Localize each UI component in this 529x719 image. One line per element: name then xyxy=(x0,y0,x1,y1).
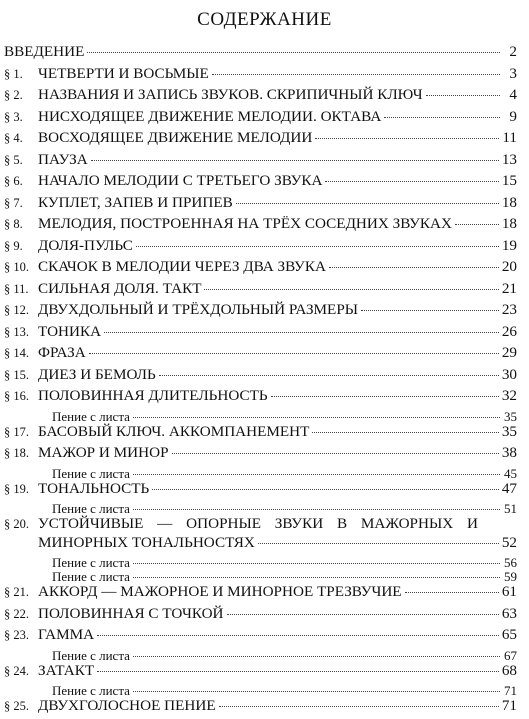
page-number: 35 xyxy=(501,422,517,440)
entry-title: ПАУЗА xyxy=(38,150,88,168)
dot-leader xyxy=(227,613,499,615)
toc-entry xyxy=(0,237,529,259)
section-number: § 17. xyxy=(4,424,29,439)
page-number: 56 xyxy=(504,555,517,570)
toc-entry xyxy=(0,108,529,130)
entry-title: УСТОЙЧИВЫЕ — ОПОРНЫЕ ЗВУКИ В МАЖОРНЫХ И xyxy=(38,515,478,532)
entry-title: БАСОВЫЙ КЛЮЧ. АККОМПАНЕМЕНТ xyxy=(38,422,310,440)
dot-leader xyxy=(152,488,499,490)
section-number: § 3. xyxy=(4,109,23,124)
dot-leader xyxy=(236,202,499,204)
section-number: § 14. xyxy=(4,346,29,360)
page-number: 19 xyxy=(501,236,517,254)
page-number: 71 xyxy=(501,697,517,714)
entry-title: Пение с листа xyxy=(52,683,130,698)
entry-title: ТОНИКА xyxy=(38,322,102,340)
toc-entry xyxy=(0,626,529,648)
dot-leader xyxy=(384,116,500,118)
entry-line xyxy=(38,323,517,341)
entry-title: ГАММА xyxy=(38,626,95,643)
section-number: § 12. xyxy=(4,303,29,317)
dot-leader xyxy=(104,331,499,333)
entry-line xyxy=(38,423,517,441)
section-number: § 24. xyxy=(4,663,29,678)
dot-leader xyxy=(312,431,498,433)
entry-title: ПОЛОВИННАЯ ДЛИТЕЛЬНОСТЬ xyxy=(38,387,268,404)
dot-leader xyxy=(133,576,500,578)
page-number: 65 xyxy=(501,626,517,643)
entry-title: Пение с листа xyxy=(52,569,130,584)
entry-line xyxy=(38,194,517,212)
entry-title: МИНОРНЫХ ТОНАЛЬНОСТЯХ xyxy=(38,533,255,551)
page-number: 45 xyxy=(504,465,517,481)
dot-leader xyxy=(325,180,498,182)
entry-line xyxy=(38,344,517,362)
entry-title: ЗАТАКТ xyxy=(38,661,95,679)
page-number: 18 xyxy=(501,215,517,232)
entry-title: ПОЛОВИННАЯ С ТОЧКОЙ xyxy=(38,604,224,622)
section-number: § 25. xyxy=(4,699,29,713)
entry-line xyxy=(38,626,517,644)
toc-entry xyxy=(0,65,529,87)
section-number: § 18. xyxy=(4,446,29,460)
page-number: 13 xyxy=(501,150,517,168)
section-number: § 4. xyxy=(4,131,23,145)
page-number: 52 xyxy=(501,533,517,551)
page-number: 18 xyxy=(501,193,517,211)
entry-line xyxy=(38,129,517,147)
entry-line xyxy=(38,172,517,190)
page-number: 47 xyxy=(501,479,517,497)
dot-leader xyxy=(133,562,500,564)
toc-entry xyxy=(0,194,529,216)
entry-title: ДВУХГОЛОСНОЕ ПЕНИЕ xyxy=(38,697,216,714)
page-number: 61 xyxy=(501,583,517,600)
page-number: 67 xyxy=(504,647,517,663)
toc-entry xyxy=(0,583,529,605)
toc-entry xyxy=(0,344,529,366)
entry-title: ЧЕТВЕРТИ И ВОСЬМЫЕ xyxy=(38,64,209,82)
section-number: § 15. xyxy=(4,367,29,382)
section-number: § 10. xyxy=(4,260,29,274)
toc-entry xyxy=(0,387,529,409)
entry-title: НИСХОДЯЩЕЕ ДВИЖЕНИЕ МЕЛОДИИ. ОКТАВА xyxy=(38,107,382,125)
toc-entry xyxy=(0,129,529,151)
page-number: 20 xyxy=(501,258,517,275)
toc-entry xyxy=(0,444,529,466)
section-number: § 21. xyxy=(4,585,29,599)
dot-leader xyxy=(405,591,499,593)
entry-title: ФРАЗА xyxy=(38,344,86,361)
dot-leader xyxy=(133,690,500,692)
toc-entry xyxy=(0,258,529,280)
page-number: 32 xyxy=(501,387,517,404)
toc-subentry xyxy=(0,555,529,569)
toc-entry xyxy=(0,515,529,534)
section-number: § 6. xyxy=(4,174,23,188)
toc-entry xyxy=(0,280,529,302)
entry-title: Пение с листа xyxy=(52,501,130,516)
toc-subentry xyxy=(0,409,529,423)
toc-entry xyxy=(0,86,529,108)
page-number: 38 xyxy=(501,444,517,461)
page-number: 51 xyxy=(504,501,517,516)
dot-leader xyxy=(361,309,499,311)
page-number: 71 xyxy=(504,683,517,698)
section-number: § 19. xyxy=(4,481,29,496)
dot-leader xyxy=(133,508,500,510)
entry-title: КУПЛЕТ, ЗАПЕВ И ПРИПЕВ xyxy=(38,193,233,211)
page-number: 2 xyxy=(509,43,517,60)
entry-title: НАЗВАНИЯ И ЗАПИСЬ ЗВУКОВ. СКРИПИЧНЫЙ КЛЮЧ xyxy=(38,86,423,103)
entry-line xyxy=(38,65,517,83)
entry-line xyxy=(38,237,517,255)
page-number: 59 xyxy=(504,569,517,584)
dot-leader xyxy=(97,634,499,636)
toc-entry xyxy=(0,172,529,194)
entry-title: Пение с листа xyxy=(52,647,130,663)
entry-title: ДОЛЯ-ПУЛЬС xyxy=(38,236,133,254)
page-number: 26 xyxy=(501,322,517,340)
dot-leader xyxy=(133,473,500,475)
entry-line xyxy=(38,108,517,126)
entry-line xyxy=(38,534,517,552)
toc-entry xyxy=(0,605,529,627)
section-number: § 9. xyxy=(4,238,23,253)
page-number: 15 xyxy=(501,172,517,189)
entry-title: Пение с листа xyxy=(52,465,130,481)
toc-entry xyxy=(0,301,529,323)
dot-leader xyxy=(172,452,499,454)
toc-entry xyxy=(0,423,529,445)
dot-leader xyxy=(133,655,500,657)
section-number: § 8. xyxy=(4,217,23,231)
entry-line xyxy=(38,366,517,384)
entry-title: СКАЧОК В МЕЛОДИИ ЧЕРЕЗ ДВА ЗВУКА xyxy=(38,258,326,275)
entry-line xyxy=(38,387,517,405)
entry-line xyxy=(38,583,517,601)
toc-subentry xyxy=(0,569,529,583)
page-number: 9 xyxy=(509,107,517,125)
page-number: 29 xyxy=(501,344,517,361)
section-number: § 11. xyxy=(4,281,29,296)
toc-entry xyxy=(0,697,529,719)
entry-title: ДВУХДОЛЬНЫЙ И ТРЁХДОЛЬНЫЙ РАЗМЕРЫ xyxy=(38,301,359,318)
dot-leader xyxy=(426,94,500,96)
toc-subentry xyxy=(0,501,529,515)
dot-leader xyxy=(159,374,499,376)
entry-title: ВВЕДЕНИЕ xyxy=(4,43,85,60)
dot-leader xyxy=(91,159,499,161)
toc-subentry xyxy=(0,466,529,480)
entry-title: Пение с листа xyxy=(52,555,130,570)
entry-title: ТОНАЛЬНОСТЬ xyxy=(38,479,150,497)
entry-line xyxy=(4,43,517,61)
entry-line xyxy=(38,444,517,462)
section-number: § 22. xyxy=(4,606,29,621)
entry-title: Пение с листа xyxy=(52,408,130,424)
table-of-contents xyxy=(0,43,529,719)
entry-title: МАЖОР И МИНОР xyxy=(38,444,169,461)
page-number: 21 xyxy=(501,279,517,297)
page-number: 3 xyxy=(509,64,517,82)
section-number: § 16. xyxy=(4,389,29,403)
section-number: § 23. xyxy=(4,628,29,642)
entry-line xyxy=(38,86,517,104)
page-number: 30 xyxy=(501,365,517,383)
section-number: § 1. xyxy=(4,66,23,81)
dot-leader xyxy=(89,352,499,354)
dot-leader xyxy=(219,705,499,707)
toc-entry xyxy=(0,534,529,556)
toc-entry xyxy=(0,366,529,388)
entry-line xyxy=(38,280,517,298)
dot-leader xyxy=(136,245,499,247)
page-number: 35 xyxy=(504,408,517,424)
section-number: § 13. xyxy=(4,324,29,339)
dot-leader xyxy=(212,73,500,75)
entry-title: МЕЛОДИЯ, ПОСТРОЕННАЯ НА ТРЁХ СОСЕДНИХ ЗВУКАХ xyxy=(38,215,452,232)
page-title: СОДЕРЖАНИЕ xyxy=(197,9,332,30)
dot-leader xyxy=(329,266,499,268)
dot-leader xyxy=(315,137,499,139)
entry-line xyxy=(38,662,517,680)
entry-line xyxy=(38,215,517,233)
dot-leader xyxy=(97,670,499,672)
entry-title: АККОРД — МАЖОРНОЕ И МИНОРНОЕ ТРЕЗВУЧИЕ xyxy=(38,583,402,600)
entry-title: НАЧАЛО МЕЛОДИИ С ТРЕТЬЕГО ЗВУКА xyxy=(38,172,323,189)
entry-line xyxy=(38,151,517,169)
page-number: 23 xyxy=(501,301,517,318)
entry-title: СИЛЬНАЯ ДОЛЯ. ТАКТ xyxy=(38,279,202,297)
page-number: 11 xyxy=(502,129,517,146)
dot-leader xyxy=(204,288,498,290)
toc-entry xyxy=(0,480,529,502)
entry-line xyxy=(38,480,517,498)
entry-line xyxy=(38,301,517,319)
page-number: 4 xyxy=(509,86,517,103)
section-number: § 2. xyxy=(4,88,23,102)
toc-entry xyxy=(0,662,529,684)
dot-leader xyxy=(87,51,500,53)
dot-leader xyxy=(258,542,499,544)
section-number: § 20. xyxy=(4,517,29,531)
dot-leader xyxy=(271,395,499,397)
page-number: 63 xyxy=(501,604,517,622)
entry-line xyxy=(38,258,517,276)
toc-subentry xyxy=(0,683,529,697)
entry-line xyxy=(38,605,517,623)
entry-title: ДИЕЗ И БЕМОЛЬ xyxy=(38,365,156,383)
dot-leader xyxy=(455,223,499,225)
entry-title: ВОСХОДЯЩЕЕ ДВИЖЕНИЕ МЕЛОДИИ xyxy=(38,129,313,146)
toc-entry xyxy=(0,215,529,237)
section-number: § 5. xyxy=(4,152,23,167)
toc-entry xyxy=(0,43,529,65)
toc-subentry xyxy=(0,648,529,662)
toc-entry xyxy=(0,151,529,173)
page-number: 68 xyxy=(501,661,517,679)
dot-leader xyxy=(133,416,500,418)
toc-entry xyxy=(0,323,529,345)
section-number: § 7. xyxy=(4,195,23,210)
